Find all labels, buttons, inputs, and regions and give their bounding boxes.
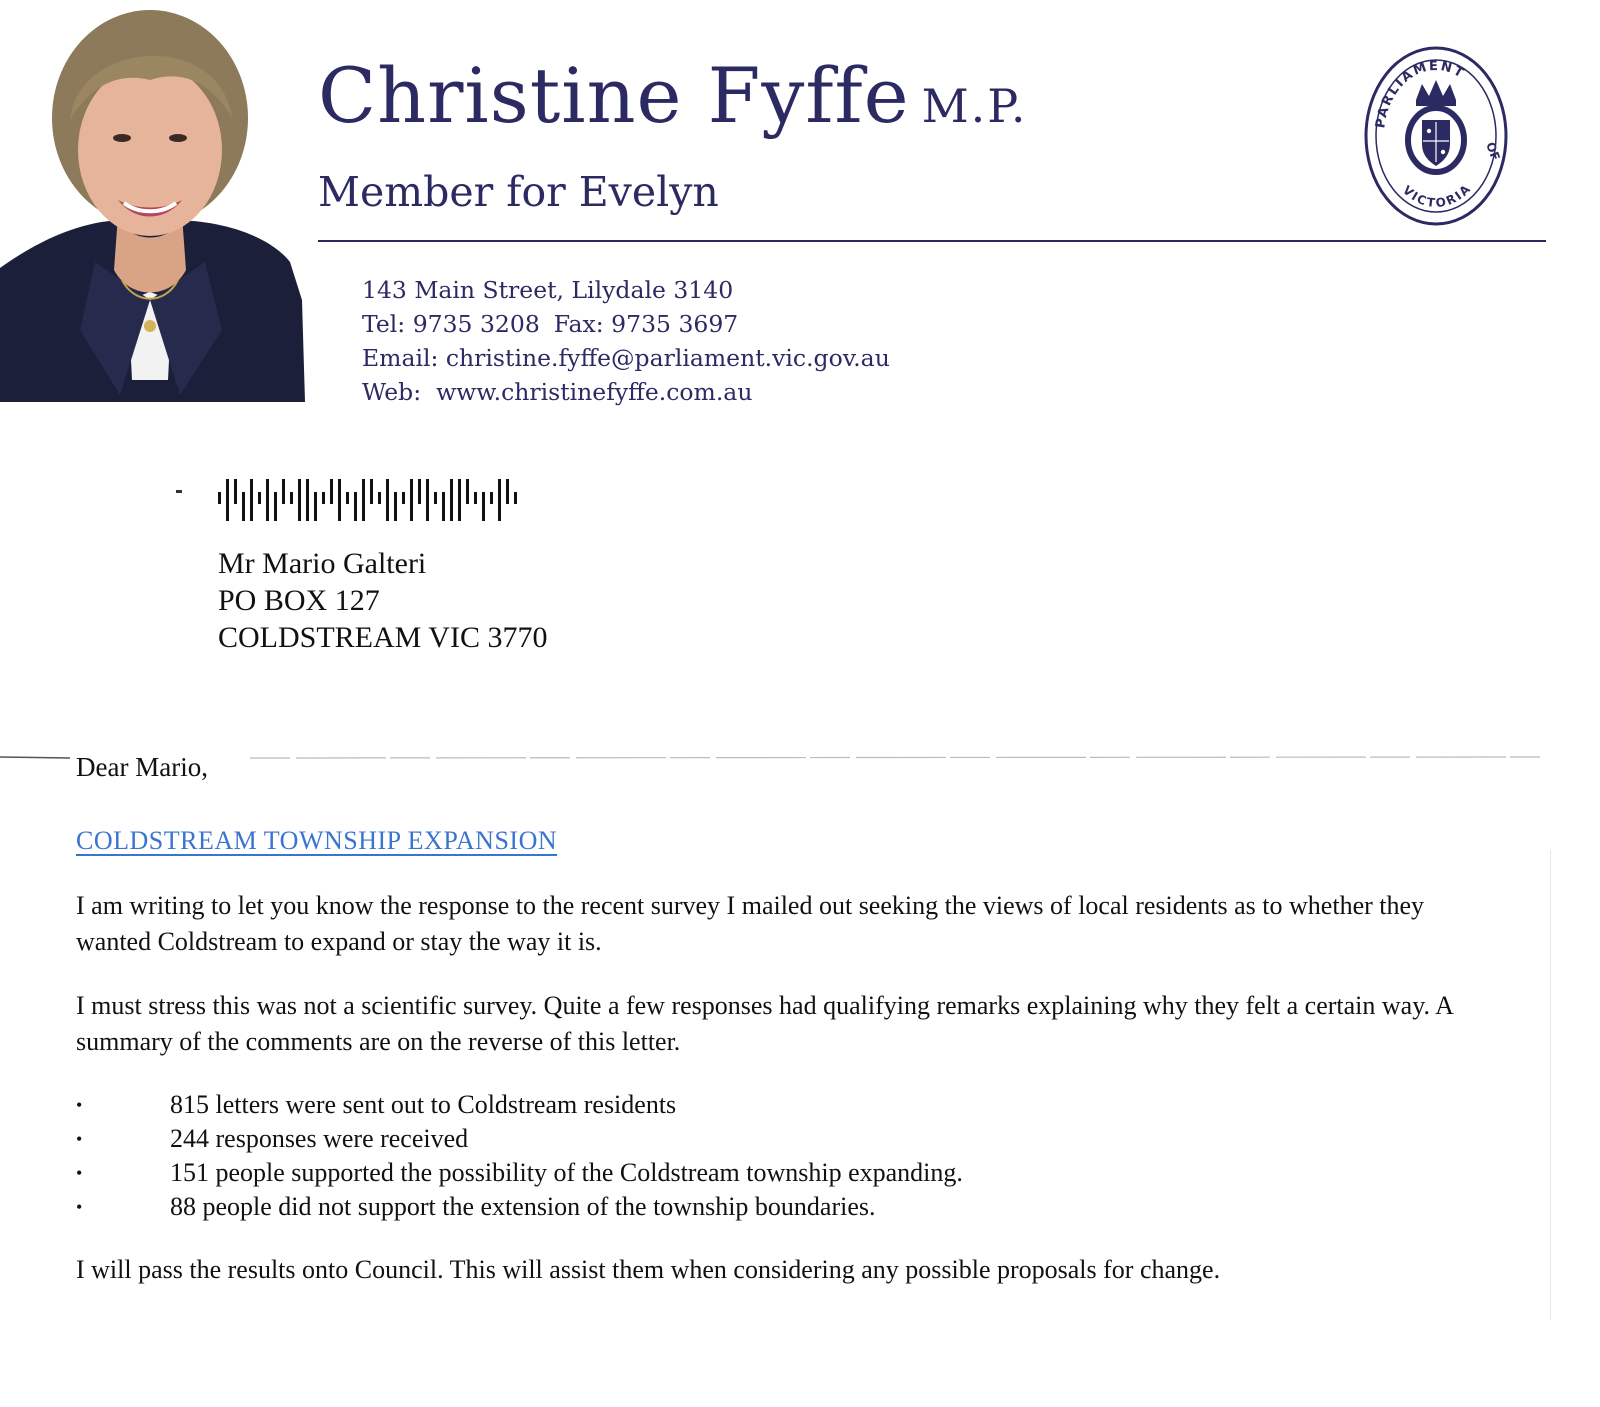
portrait-photo	[0, 0, 305, 402]
paragraph-closing: I will pass the results onto Council. This will assist them when considering any possible proposals for change.	[76, 1255, 1221, 1284]
barcode-bar	[426, 479, 429, 521]
barcode-bar	[498, 479, 501, 521]
recipient-address	[218, 545, 547, 656]
barcode-bar	[370, 479, 373, 504]
barcode-bar	[394, 492, 397, 521]
bullet-icon: •	[76, 1197, 83, 1217]
salutation: Dear Mario,	[76, 752, 208, 782]
barcode-bar	[434, 492, 437, 504]
barcode-bar	[274, 492, 277, 521]
barcode-bar	[322, 492, 325, 504]
barcode-bar	[298, 479, 301, 521]
scan-edge	[1550, 850, 1551, 1320]
barcode-bar	[466, 479, 469, 504]
website-link[interactable]: www.christinefyffe.com.au	[436, 378, 753, 406]
fax-number: 9735 3697	[611, 310, 739, 338]
recipient-po-box: PO BOX 127	[218, 584, 380, 617]
barcode-bar	[402, 492, 405, 504]
email-line	[362, 341, 890, 375]
barcode-bar	[514, 492, 517, 504]
tel-label: Tel:	[362, 310, 406, 338]
bullet-text: 244 responses were received	[170, 1124, 469, 1153]
web-label: Web:	[362, 378, 422, 406]
barcode-bar	[346, 492, 349, 504]
office-address: 143 Main Street, Lilydale 3140	[362, 276, 734, 304]
bullet-text: 815 letters were sent out to Coldstream residents	[170, 1090, 677, 1119]
barcode-bar	[226, 479, 229, 521]
parliament-seal-icon	[1362, 44, 1510, 228]
barcode-bar	[506, 479, 509, 504]
recipient-name: Mr Mario Galteri	[218, 547, 427, 580]
barcode-bar	[266, 479, 269, 521]
barcode-bar	[258, 492, 261, 504]
barcode-bar	[290, 492, 293, 504]
member-role: Member for Evelyn	[318, 168, 719, 216]
barcode-bar	[378, 492, 381, 504]
tel-number: 9735 3208	[412, 310, 540, 338]
barcode-bar	[234, 479, 237, 504]
barcode-bar	[314, 492, 317, 521]
phone-line	[362, 307, 890, 341]
barcode-bar	[458, 479, 461, 521]
barcode-bar	[354, 492, 357, 521]
barcode-bar	[490, 492, 493, 504]
bullet-icon: •	[76, 1129, 83, 1149]
barcode-bar	[250, 479, 253, 521]
postal-barcode	[216, 477, 526, 523]
barcode-bar	[218, 492, 221, 504]
barcode-bar	[306, 479, 309, 521]
barcode-bar	[418, 479, 421, 504]
barcode-mark	[176, 490, 182, 493]
email-address[interactable]: christine.fyffe@parliament.vic.gov.au	[445, 344, 890, 372]
seal-text-top: PARLIAMENT	[1373, 58, 1468, 130]
bullet-icon: •	[76, 1163, 83, 1183]
barcode-bar	[410, 479, 413, 521]
subject-heading: COLDSTREAM TOWNSHIP EXPANSION	[76, 826, 558, 855]
barcode-bar	[330, 479, 333, 504]
paragraph-intro: I am writing to let you know the response to the recent survey I mailed out seeking the views of local residents as to whether they wanted Coldstream to expand or stay the way it is.	[76, 891, 1425, 956]
fax-label: Fax:	[553, 310, 604, 338]
barcode-bar	[338, 479, 341, 521]
fold-line	[0, 756, 1600, 760]
barcode-bar	[386, 479, 389, 521]
barcode-bar	[282, 479, 285, 504]
barcode-bar	[474, 492, 477, 504]
letterhead-name	[318, 51, 1028, 140]
bullet-text: 151 people supported the possibility of the Coldstream township expanding.	[170, 1158, 963, 1187]
letterhead-divider	[318, 240, 1546, 242]
barcode-bar	[442, 492, 445, 521]
email-label: Email:	[362, 344, 439, 372]
barcode-bar	[362, 479, 365, 521]
web-line	[362, 375, 890, 409]
seal-text-bottom: VICTORIA	[1399, 180, 1475, 211]
paragraph-disclaimer: I must stress this was not a scientific survey. Quite a few responses had qualifying remarks explaining why they felt a certain way. A summary of the comments are on the reverse of this letter.	[76, 991, 1453, 1056]
recipient-locality: COLDSTREAM VIC 3770	[218, 621, 548, 654]
member-name: Christine Fyffe	[318, 51, 910, 140]
bullet-icon: •	[76, 1095, 83, 1115]
seal-text-right: OF	[1483, 140, 1503, 163]
bullet-text: 88 people did not support the extension of the township boundaries.	[170, 1192, 876, 1221]
contact-details	[362, 273, 890, 409]
barcode-bar	[450, 479, 453, 521]
member-suffix: M.P.	[921, 79, 1028, 133]
barcode-bar	[242, 492, 245, 521]
barcode-bar	[482, 492, 485, 521]
